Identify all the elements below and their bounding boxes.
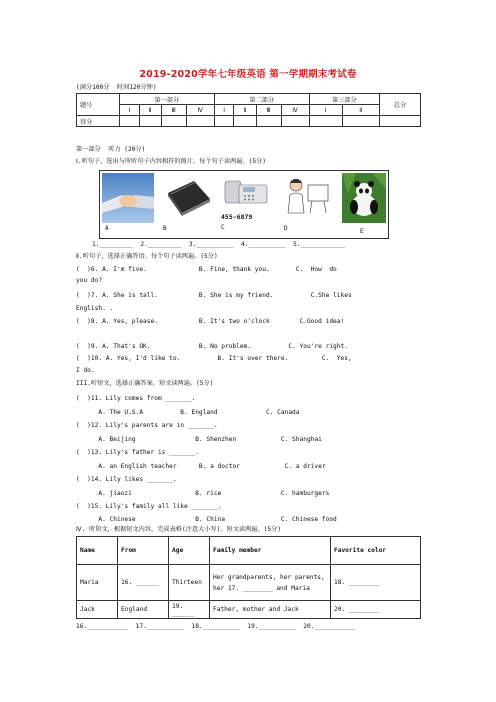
question-line: ( )7. A. She is tall. B. She is my friend. C.She likes: [76, 292, 352, 299]
score-row-label: 得分: [77, 116, 120, 127]
question-line: ( )6. A. I'm five. B. Fine, thank you. C. How do: [76, 266, 337, 273]
table-cell: Father, mother and Jack: [210, 601, 331, 619]
score-col: Ⅱ: [234, 105, 256, 116]
score-cell[interactable]: [256, 116, 281, 127]
panda-image: [342, 173, 386, 223]
table-cell: Maria: [77, 565, 118, 601]
table-row: [77, 565, 421, 601]
score-header-no: 题号: [77, 94, 120, 116]
score-col: Ⅰ: [120, 105, 140, 116]
score-cell[interactable]: [214, 116, 234, 127]
score-cell[interactable]: [120, 116, 140, 127]
score-cell[interactable]: [161, 116, 186, 127]
sec2-heading: Ⅱ.听句子，选择正确答语。每个句子读两遍。(5分): [76, 253, 218, 260]
sec1-heading: Ⅰ.听句子，选出与所听句子内容相符的图片。每个句子读两遍。(5分): [76, 158, 266, 165]
picture-label-c: C: [221, 224, 225, 231]
table-header-from: From: [118, 537, 169, 565]
score-col: Ⅳ: [281, 105, 309, 116]
table-header-family: Family member: [210, 537, 331, 565]
table-row: [77, 601, 421, 619]
score-col: Ⅲ: [256, 105, 281, 116]
part1-heading: 第一部分 听力 (20分): [76, 146, 146, 153]
picture-label-a: A: [105, 225, 109, 232]
score-cell[interactable]: [380, 116, 421, 127]
score-cell[interactable]: [281, 116, 309, 127]
score-table: [76, 93, 421, 127]
score-header-part3: 第三部分: [309, 94, 379, 105]
score-col: Ⅰ: [214, 105, 234, 116]
question-line: ( )14. Lily likes _______.: [76, 476, 177, 483]
option-line: A. The U.S.A B. England C. Canada: [76, 409, 300, 416]
listening-table: [76, 536, 421, 619]
question-line: ( )15. Lily's family all like _______.: [76, 503, 222, 510]
table-cell: England: [118, 601, 169, 619]
handshake-image: [102, 173, 154, 223]
score-header-part2: 第二部分: [214, 94, 309, 105]
score-col: Ⅳ: [186, 105, 214, 116]
sec4-heading: Ⅳ. 听短文，根据短文内容，完成表格(注意大小写)。短文读两遍。(5分): [76, 526, 282, 533]
sec4-answers[interactable]: 16.___________ 17.__________ 18.__________ 19.__________ 20.___________: [76, 623, 356, 630]
question-line: English. .: [76, 305, 114, 312]
question-line: ( )8. A. Yes, please. B. It's two o'clock C.Good idea!: [76, 318, 345, 325]
score-col: Ⅲ: [161, 105, 186, 116]
option-line: A. Beijing B. Shenzhen C. Shanghai: [76, 436, 322, 443]
score-header-part1: 第一部分: [120, 94, 215, 105]
picture-label-e: E: [360, 228, 364, 235]
table-cell: Jack: [77, 601, 118, 619]
option-line: A. an English teacher B. a doctor C. a driver: [76, 463, 326, 470]
phone-number-label: 455-6879: [221, 213, 253, 221]
question-line: ( )13. Lily's father is _______.: [76, 449, 199, 456]
option-line: A. Chinese B. China C. Chinese food: [76, 516, 337, 523]
question-line: you do?: [76, 277, 103, 284]
teacher-image: [280, 173, 335, 223]
score-col: Ⅰ: [309, 105, 342, 116]
score-col: Ⅱ: [139, 105, 161, 116]
option-line: A. jiaozi B. rice C. hamburgers: [76, 490, 330, 497]
table-cell[interactable]: 18. ________: [331, 565, 421, 601]
score-cell[interactable]: [139, 116, 161, 127]
table-header-name: Name: [77, 537, 118, 565]
question-line: ( )10. A. Yes, I'd like to. B. It's over there. C. Yes,: [76, 355, 352, 362]
exam-meta: (满分100分 时间120分钟): [76, 84, 157, 91]
table-cell[interactable]: 20. ________: [331, 601, 421, 619]
table-cell[interactable]: 16. ______: [118, 565, 169, 601]
table-header-color: Favorite color: [331, 537, 421, 565]
table-cell[interactable]: Her grandparents, her parents, her 17. ________ and Maria: [210, 565, 331, 601]
question-line: I do.: [76, 367, 95, 374]
picture-panel: [99, 170, 389, 239]
question-line: ( )11. Lily comes from _______.: [76, 395, 196, 402]
table-cell: Thirteen: [169, 565, 210, 601]
table-header-age: Age: [169, 537, 210, 565]
score-cell[interactable]: [234, 116, 256, 127]
exam-title: 2019-2020学年七年级英语 第一学期期末考试卷: [139, 69, 357, 80]
score-cell[interactable]: [309, 116, 342, 127]
score-header-total: 总分: [380, 94, 421, 116]
question-line: ( )9. A. That's OK. B. No problem. C. You're right.: [76, 343, 348, 350]
notebook-image: [160, 173, 215, 223]
question-line: ( )12. Lily's parents are in _______.: [76, 422, 218, 429]
table-cell[interactable]: 19. ______: [169, 601, 210, 619]
score-col: Ⅱ: [342, 105, 379, 116]
sec3-heading: III.听短文，选择正确答案。短文读两遍。(5分): [76, 380, 214, 387]
score-cell[interactable]: [186, 116, 214, 127]
sec1-answers[interactable]: 1._________ 2._________ 3.__________ 4.__________ 5.____________: [92, 241, 346, 248]
picture-label-d: D: [284, 225, 288, 232]
picture-label-b: B: [163, 225, 167, 232]
score-cell[interactable]: [342, 116, 379, 127]
